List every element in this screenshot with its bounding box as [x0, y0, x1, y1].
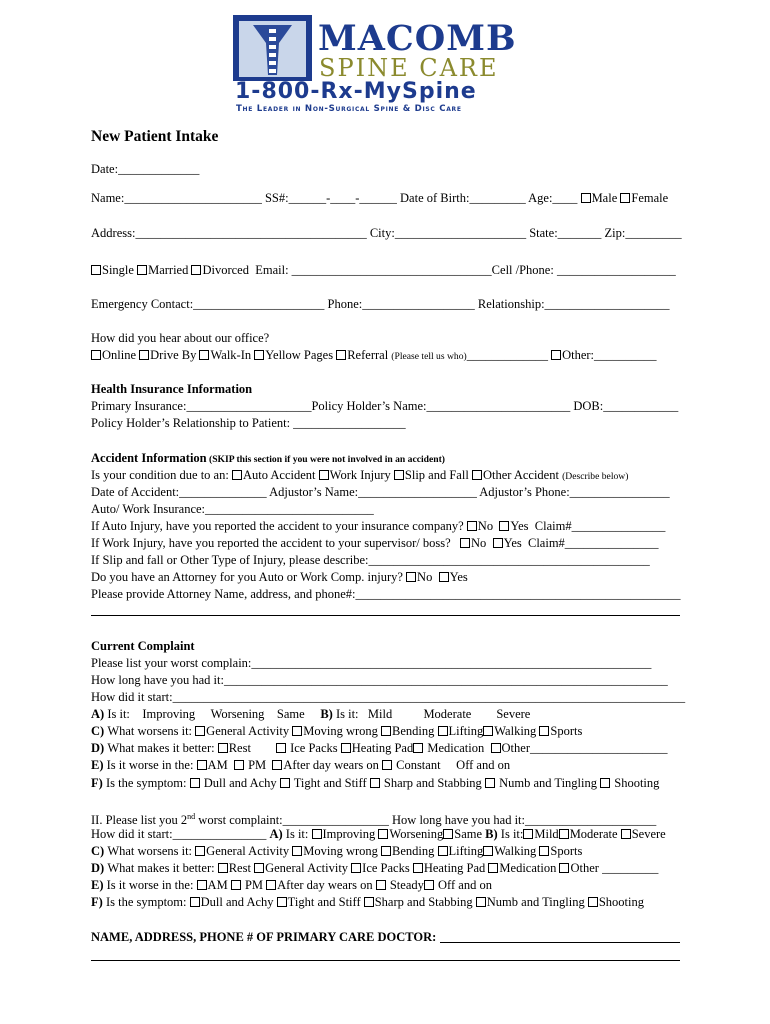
- second-other-checkbox[interactable]: [559, 863, 569, 873]
- second-ice-packs-checkbox[interactable]: [351, 863, 361, 873]
- second-sports-label: Sports: [550, 844, 583, 858]
- letter-f: F): [91, 776, 106, 790]
- attorney-yes-checkbox[interactable]: [439, 572, 449, 582]
- second-letter-a: A): [269, 827, 286, 841]
- numb-checkbox[interactable]: [485, 778, 495, 788]
- shooting-label: Shooting: [611, 776, 660, 790]
- accident-heading: Accident Information: [91, 451, 207, 465]
- heating-pad-checkbox[interactable]: [341, 743, 351, 753]
- moving-wrong-label: Moving wrong: [303, 724, 382, 738]
- lifting-checkbox[interactable]: [438, 726, 448, 736]
- worsens-question: What worsens it:: [107, 724, 196, 738]
- female-checkbox[interactable]: [620, 193, 630, 203]
- female-label: Female: [631, 191, 669, 205]
- name-row: [91, 191, 668, 205]
- policy-relationship-field[interactable]: Policy Holder’s Relationship to Patient: __________________: [91, 416, 406, 430]
- tight-label: Tight and Stiff: [290, 776, 370, 790]
- yellow-pages-label: Yellow Pages: [265, 348, 337, 362]
- second-off-on-label: Off and on: [434, 878, 492, 892]
- accident-heading-row: [91, 451, 445, 467]
- constant-off-on-label: Constant Off and on: [392, 758, 511, 772]
- how-start-field[interactable]: How did it start:__________________________________________________________________________________: [91, 690, 686, 704]
- second-sharp-label: Sharp and Stabbing: [374, 895, 476, 909]
- worse-time-question: Is it worse in the:: [106, 758, 197, 772]
- second-rest-label: Rest: [228, 861, 255, 875]
- constant-checkbox[interactable]: [382, 760, 392, 770]
- complaint-row-c: [91, 724, 582, 738]
- second-moderate-label: Moderate: [569, 827, 621, 841]
- after-day-label: After day wears on: [283, 758, 382, 772]
- dull-checkbox[interactable]: [190, 778, 200, 788]
- numb-label: Numb and Tingling: [495, 776, 601, 790]
- second-row-a: [91, 827, 666, 841]
- sharp-label: Sharp and Stabbing: [380, 776, 485, 790]
- other-better-checkbox[interactable]: [491, 743, 501, 753]
- second-after-day-label: After day wears on: [277, 878, 376, 892]
- insurance-heading: Health Insurance Information: [91, 382, 253, 396]
- name-ssn-dob-age-fields[interactable]: Name:______________________ SS#:______-____-______ Date of Birth:_________ Age:____: [91, 191, 581, 205]
- rest-label: Rest: [228, 741, 276, 755]
- walk-in-label: Walk-In: [210, 348, 255, 362]
- other-accident-label: Other Accident: [482, 468, 563, 482]
- bending-label: Bending: [392, 724, 438, 738]
- second-how-start-field[interactable]: How did it start:_______________: [91, 827, 270, 841]
- walk-in-checkbox[interactable]: [199, 350, 209, 360]
- second-moving-wrong-checkbox[interactable]: [292, 846, 302, 856]
- address-field[interactable]: Address:_____________________________________ City:_____________________ State:_______ Zip:_________: [91, 226, 682, 240]
- second-am-label: AM: [207, 878, 231, 892]
- dull-label: Dull and Achy: [200, 776, 280, 790]
- referral-blank[interactable]: _____________: [466, 348, 552, 362]
- second-mild-label: Mild: [534, 827, 559, 841]
- second-severity-question: Is it:: [500, 827, 524, 841]
- attorney-no-checkbox[interactable]: [406, 572, 416, 582]
- pm-label: PM: [244, 758, 273, 772]
- severity-options[interactable]: Is it: Mild Moderate Severe: [335, 707, 531, 721]
- complaint-row-a: [91, 707, 530, 721]
- worst-complaint-field[interactable]: Please list your worst complain:________________________________________________________________: [91, 656, 652, 670]
- letter-d: D): [91, 741, 108, 755]
- second-numb-label: Numb and Tingling: [486, 895, 588, 909]
- second-after-day-checkbox[interactable]: [266, 880, 276, 890]
- second-ice-packs-label: Ice Packs: [362, 861, 413, 875]
- lifting-label: Lifting: [448, 724, 484, 738]
- referral-label: Referral: [347, 348, 392, 362]
- walking-checkbox[interactable]: [483, 726, 493, 736]
- emergency-contact-field[interactable]: Emergency Contact:_____________________ Phone:__________________ Relationship:____________________: [91, 297, 670, 311]
- medication-checkbox[interactable]: [413, 743, 423, 753]
- slip-fall-checkbox[interactable]: [394, 470, 404, 480]
- rest-checkbox[interactable]: [218, 743, 228, 753]
- male-checkbox[interactable]: [581, 193, 591, 203]
- married-checkbox[interactable]: [137, 265, 147, 275]
- accident-type-question: Is your condition due to an:: [91, 468, 232, 482]
- general-activity-checkbox[interactable]: [195, 726, 205, 736]
- marital-row: [91, 263, 676, 277]
- online-label: Online: [102, 348, 140, 362]
- accident-skip-note: (SKIP this section if you were not involved in an accident): [206, 454, 445, 465]
- second-sports-checkbox[interactable]: [539, 846, 549, 856]
- am-label: AM: [207, 758, 234, 772]
- second-better-question: What makes it better:: [107, 861, 218, 875]
- second-steady-label: Steady: [386, 878, 424, 892]
- auto-reported-question: If Auto Injury, have you reported the accident to your insurance company?: [91, 519, 467, 533]
- attorney-yes-label: Yes: [449, 570, 468, 584]
- drive-by-checkbox[interactable]: [139, 350, 149, 360]
- second-row-f: [91, 895, 644, 909]
- bending-checkbox[interactable]: [381, 726, 391, 736]
- general-activity-label: General Activity: [206, 724, 293, 738]
- second-pm-checkbox[interactable]: [231, 880, 241, 890]
- walking-label: Walking: [494, 724, 540, 738]
- attorney-info-extra-line[interactable]: [91, 615, 680, 616]
- second-steady-checkbox[interactable]: [376, 880, 386, 890]
- second-medication-checkbox[interactable]: [488, 863, 498, 873]
- married-label: Married: [148, 263, 192, 277]
- work-claim-field[interactable]: Yes Claim#_______________: [503, 536, 659, 550]
- second-heating-pad-checkbox[interactable]: [413, 863, 423, 873]
- auto-claim-field[interactable]: Yes Claim#_______________: [510, 519, 666, 533]
- second-off-on-checkbox[interactable]: [424, 880, 434, 890]
- work-reported-row: [91, 536, 659, 550]
- ice-packs-label: Ice Packs: [286, 741, 341, 755]
- ice-packs-checkbox[interactable]: [276, 743, 286, 753]
- single-checkbox[interactable]: [91, 265, 101, 275]
- referral-question: How did you hear about our office?: [91, 331, 270, 345]
- second-walking-checkbox[interactable]: [483, 846, 493, 856]
- am-checkbox[interactable]: [197, 760, 207, 770]
- complaint-row-d: [91, 741, 667, 755]
- work-reported-question: If Work Injury, have you reported the accident to your supervisor/ boss?: [91, 536, 461, 550]
- how-long-field[interactable]: How long have you had it:_______________________________________________________________________: [91, 673, 668, 687]
- after-day-checkbox[interactable]: [272, 760, 282, 770]
- slip-describe-field[interactable]: If Slip and fall or Other Type of Injury, please describe:_____________________________________________: [91, 553, 650, 567]
- drive-by-label: Drive By: [150, 348, 200, 362]
- second-other-field[interactable]: Other _________: [570, 861, 659, 875]
- online-checkbox[interactable]: [91, 350, 101, 360]
- spine-icon: [233, 15, 312, 81]
- logo-tagline: The Leader in Non-Surgical Spine & Disc Care: [236, 104, 462, 114]
- second-letter-b: B): [485, 827, 501, 841]
- heating-pad-label: Heating Pad: [351, 741, 414, 755]
- second-worse-time-question: Is it worse in the:: [106, 878, 197, 892]
- second-symptom-question: Is the symptom:: [105, 895, 190, 909]
- current-complaint-heading: Current Complaint: [91, 639, 195, 653]
- other-better-field[interactable]: Other______________________: [501, 741, 668, 755]
- second-row-e: [91, 878, 492, 892]
- auto-reported-yes-checkbox[interactable]: [499, 521, 509, 531]
- second-general-act-checkbox[interactable]: [254, 863, 264, 873]
- referral-checkbox[interactable]: [336, 350, 346, 360]
- letter-e: E): [91, 758, 107, 772]
- second-dull-checkbox[interactable]: [190, 897, 200, 907]
- second-sharp-checkbox[interactable]: [364, 897, 374, 907]
- second-letter-e: E): [91, 878, 107, 892]
- male-label: Male: [591, 191, 621, 205]
- attorney-info-field[interactable]: Please provide Attorney Name, address, and phone#:____________________________________________________: [91, 587, 681, 601]
- second-lifting-label: Lifting: [448, 844, 484, 858]
- accident-type-row: [91, 468, 628, 484]
- second-improving-checkbox[interactable]: [312, 829, 322, 839]
- second-worsens-question: What worsens it:: [107, 844, 196, 858]
- attorney-question: Do you have an Attorney for you Auto or Work Comp. injury?: [91, 570, 407, 584]
- second-general-activity-checkbox[interactable]: [195, 846, 205, 856]
- second-numb-checkbox[interactable]: [476, 897, 486, 907]
- second-tight-label: Tight and Stiff: [287, 895, 364, 909]
- second-dull-label: Dull and Achy: [200, 895, 277, 909]
- attorney-no-label: No: [417, 570, 439, 584]
- second-rest-checkbox[interactable]: [218, 863, 228, 873]
- shooting-checkbox[interactable]: [600, 778, 610, 788]
- second-letter-f: F): [91, 895, 106, 909]
- second-shooting-label: Shooting: [598, 895, 644, 909]
- second-general-act-label: General Activity: [265, 861, 352, 875]
- slip-fall-label: Slip and Fall: [404, 468, 472, 482]
- second-complaint-intro: II. Please list you 2: [91, 813, 188, 828]
- divorced-email-cell-fields[interactable]: Divorced Email: ________________________________Cell /Phone: ___________________: [202, 263, 676, 277]
- better-question: What makes it better:: [107, 741, 218, 755]
- second-worsening-checkbox[interactable]: [378, 829, 388, 839]
- sports-label: Sports: [550, 724, 583, 738]
- divorced-checkbox[interactable]: [191, 265, 201, 275]
- symptom-question: Is the symptom:: [105, 776, 190, 790]
- second-tight-checkbox[interactable]: [277, 897, 287, 907]
- complaint-row-f: [91, 776, 659, 790]
- other-referral-field[interactable]: Other:__________: [562, 348, 657, 362]
- referral-note: (Please tell us who): [391, 351, 467, 362]
- second-shooting-checkbox[interactable]: [588, 897, 598, 907]
- accident-date-adjustor-fields[interactable]: Date of Accident:______________ Adjustor’s Name:___________________ Adjustor’s Phone:________________: [91, 485, 670, 499]
- primary-care-doctor-label: NAME, ADDRESS, PHONE # OF PRIMARY CARE DOCTOR:: [91, 930, 437, 944]
- sharp-checkbox[interactable]: [370, 778, 380, 788]
- second-same-checkbox[interactable]: [443, 829, 453, 839]
- primary-insurance-field[interactable]: Primary Insurance:____________________Policy Holder’s Name:_______________________ DOB:____________: [91, 399, 679, 413]
- form-title: New Patient Intake: [91, 128, 219, 145]
- primary-care-doctor-line[interactable]: [440, 942, 680, 943]
- auto-accident-checkbox[interactable]: [232, 470, 242, 480]
- second-progress-question: Is it:: [285, 827, 312, 841]
- second-superscript: nd: [187, 812, 196, 821]
- auto-reported-no-label: No: [477, 519, 500, 533]
- second-moderate-checkbox[interactable]: [559, 829, 569, 839]
- second-letter-c: C): [91, 844, 108, 858]
- letter-a: A): [91, 707, 108, 721]
- second-pm-label: PM: [241, 878, 267, 892]
- auto-accident-label: Auto Accident: [242, 468, 319, 482]
- work-reported-yes-checkbox[interactable]: [493, 538, 503, 548]
- second-complaint-row: [91, 810, 656, 827]
- second-row-d: [91, 861, 658, 875]
- second-same-label: Same: [454, 827, 486, 841]
- work-injury-checkbox[interactable]: [319, 470, 329, 480]
- auto-reported-no-checkbox[interactable]: [467, 521, 477, 531]
- second-severe-label: Severe: [631, 827, 666, 841]
- logo-brand-macomb: MACOMB: [318, 18, 517, 59]
- work-reported-no-checkbox[interactable]: [460, 538, 470, 548]
- second-worsening-label: Worsening: [389, 827, 444, 841]
- second-lifting-checkbox[interactable]: [438, 846, 448, 856]
- letter-b: B): [320, 707, 336, 721]
- second-improving-label: Improving: [322, 827, 379, 841]
- second-row-c: [91, 844, 582, 858]
- work-reported-no-label: No: [471, 536, 493, 550]
- yellow-pages-checkbox[interactable]: [254, 350, 264, 360]
- second-am-checkbox[interactable]: [197, 880, 207, 890]
- other-accident-note: (Describe below): [562, 471, 629, 482]
- complaint-row-e: [91, 758, 510, 772]
- sports-checkbox[interactable]: [539, 726, 549, 736]
- macomb-spine-care-logo: [233, 15, 545, 115]
- second-letter-d: D): [91, 861, 108, 875]
- letter-c: C): [91, 724, 108, 738]
- second-bending-label: Bending: [392, 844, 438, 858]
- progress-options[interactable]: Is it: Improving Worsening Same: [107, 707, 321, 721]
- moving-wrong-checkbox[interactable]: [292, 726, 302, 736]
- single-label: Single: [102, 263, 138, 277]
- second-moving-wrong-label: Moving wrong: [303, 844, 382, 858]
- referral-row: [91, 348, 657, 364]
- medication-label: Medication: [424, 741, 491, 755]
- second-severe-checkbox[interactable]: [621, 829, 631, 839]
- logo-phone: 1-800-Rx-MySpine: [235, 79, 477, 104]
- attorney-row: [91, 570, 468, 584]
- second-walking-label: Walking: [494, 844, 540, 858]
- second-bending-checkbox[interactable]: [381, 846, 391, 856]
- auto-work-insurance-field[interactable]: Auto/ Work Insurance:___________________________: [91, 502, 374, 516]
- other-referral-checkbox[interactable]: [551, 350, 561, 360]
- work-injury-label: Work Injury: [329, 468, 394, 482]
- pm-checkbox[interactable]: [234, 760, 244, 770]
- second-complaint-fields[interactable]: worst complaint:_________________ How long have you had it:_____________________: [195, 813, 657, 828]
- date-field[interactable]: Date:_____________: [91, 162, 200, 176]
- logo-brand-spine-care: SPINE CARE: [319, 54, 499, 82]
- other-accident-checkbox[interactable]: [472, 470, 482, 480]
- second-medication-label: Medication: [499, 861, 560, 875]
- second-mild-checkbox[interactable]: [523, 829, 533, 839]
- primary-care-doctor-extra-line[interactable]: [91, 960, 680, 961]
- second-heating-pad-label: Heating Pad: [423, 861, 489, 875]
- auto-reported-row: [91, 519, 665, 533]
- second-general-activity-label: General Activity: [206, 844, 293, 858]
- tight-checkbox[interactable]: [280, 778, 290, 788]
